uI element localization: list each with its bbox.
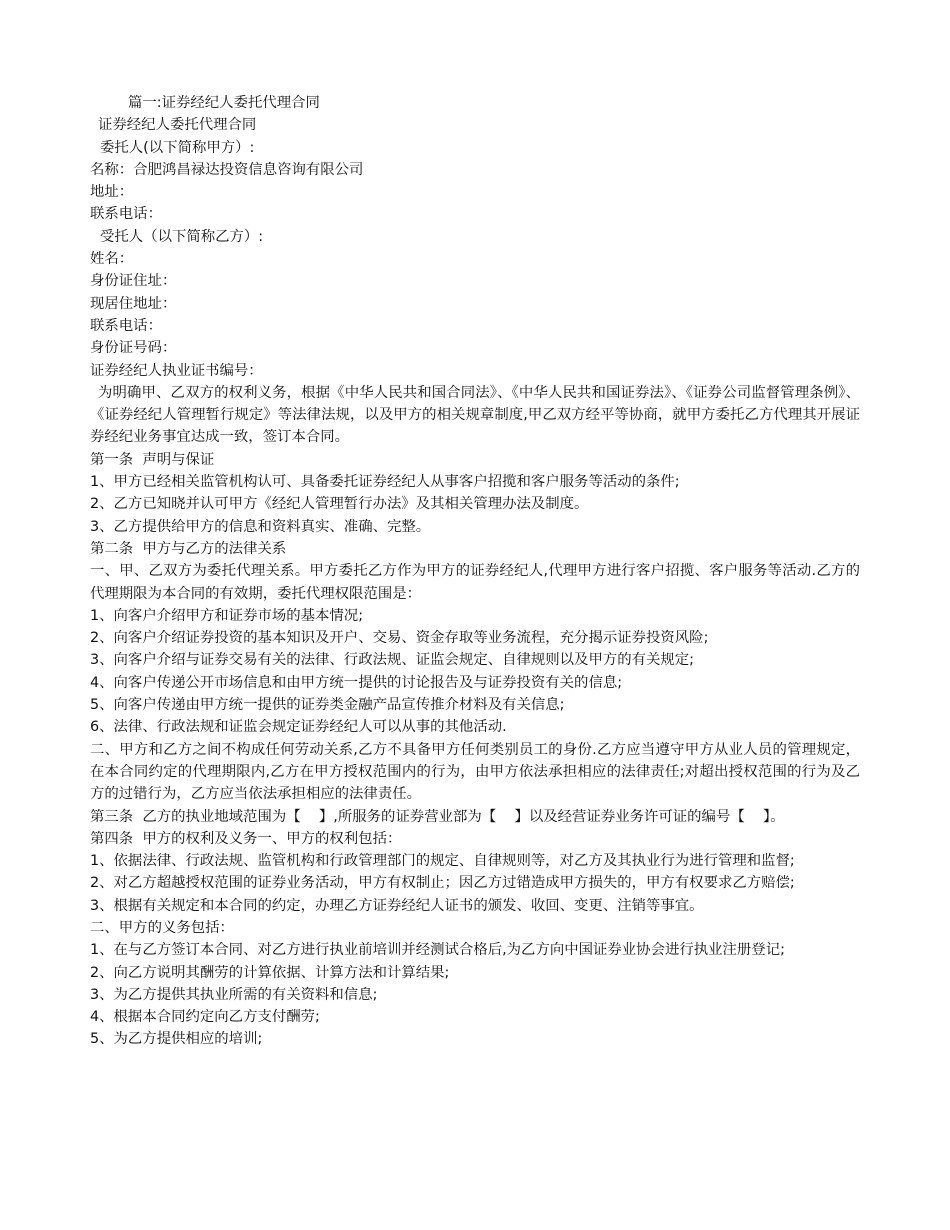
- article-4-duty-3: 3、为乙方提供其执业所需的有关资料和信息;: [90, 986, 378, 1003]
- party-a-address: 地址：: [90, 184, 134, 201]
- party-b-current-address: 现居住地址：: [90, 295, 177, 312]
- article-2-item-6: 6、法律、行政法规和证监会规定证券经纪人可以从事的其他活动.: [90, 719, 507, 736]
- article-2-item-4: 4、向客户传递公开市场信息和由甲方统一提供的讨论报告及与证券投资有关的信息;: [90, 674, 623, 691]
- party-b-id-number: 身份证号码：: [90, 340, 177, 357]
- party-b-cert-number: 证券经纪人执业证书编号：: [90, 362, 263, 379]
- party-b-phone: 联系电话：: [90, 317, 162, 334]
- article-2-paragraph-2: 二、甲方和乙方之间不构成任何劳动关系,乙方不具备甲方任何类别员工的身份.乙方应当遵守甲方从业人员的管理规定，在本合同约定的代理期限内,乙方在甲方授权范围内的行为，由甲方依法承担相应的法律责任;对超出授权范围的行为及乙方的过错行为，乙方应当依法承担相应的法律责任。: [90, 741, 860, 803]
- party-b-id-address: 身份证住址：: [90, 273, 177, 290]
- article-4-duty-5: 5、为乙方提供相应的培训;: [90, 1031, 263, 1048]
- article-2-paragraph-1: 一、甲、乙双方为委托代理关系。甲方委托乙方作为甲方的证券经纪人,代理甲方进行客户招揽、客户服务等活动.乙方的代理期限为本合同的有效期，委托代理权限范围是：: [90, 563, 860, 602]
- article-2-title: 第二条 甲方与乙方的法律关系: [90, 540, 287, 557]
- article-4-right-1: 1、依据法律、行政法规、监管机构和行政管理部门的规定、自律规则等，对乙方及其执业行为进行管理和监督;: [90, 853, 795, 870]
- party-a-label: 委托人(以下简称甲方）:: [100, 139, 255, 156]
- article-2-item-2: 2、向客户介绍证券投资的基本知识及开户、交易、资金存取等业务流程，充分揭示证券投资风险;: [90, 630, 709, 647]
- article-4-duty-2: 2、向乙方说明其酬劳的计算依据、计算方法和计算结果;: [90, 964, 450, 981]
- article-3: 第三条 乙方的执业地域范围为【 】,所服务的证券营业部为【 】以及经营证券业务许可证的编号【 】。: [90, 808, 785, 825]
- article-2-item-1: 1、向客户介绍甲方和证券市场的基本情况;: [90, 607, 364, 624]
- article-1-item-2: 2、乙方已知晓并认可甲方《经纪人管理暂行办法》及其相关管理办法及制度。: [90, 496, 589, 513]
- article-2-item-5: 5、向客户传递由甲方统一提供的证券类金融产品宣传推介材料及有关信息;: [90, 697, 565, 714]
- article-4-duty-1: 1、在与乙方签订本合同、对乙方进行执业前培训并经测试合格后,为乙方向中国证券业协会进行执业注册登记;: [90, 942, 785, 959]
- article-1-item-1: 1、甲方已经相关监管机构认可、具备委托证券经纪人从事客户招揽和客户服务等活动的条件;: [90, 474, 680, 491]
- article-4-duty-title: 二、甲方的义务包括：: [90, 919, 234, 936]
- article-1-title: 第一条 声明与保证: [90, 451, 215, 468]
- contract-title: 证券经纪人委托代理合同: [98, 117, 257, 134]
- article-4-title: 第四条 甲方的权利及义务一、甲方的权利包括：: [90, 830, 402, 847]
- article-4-right-3: 3、根据有关规定和本合同的约定，办理乙方证券经纪人证书的颁发、收回、变更、注销等事宜。: [90, 897, 704, 914]
- article-1-item-3: 3、乙方提供给甲方的信息和资料真实、准确、完整。: [90, 518, 431, 535]
- party-b-label: 受托人（以下简称乙方）:: [100, 228, 264, 245]
- document-heading: 篇一:证券经纪人委托代理合同: [128, 95, 320, 111]
- article-4-right-2: 2、对乙方超越授权范围的证券业务活动，甲方有权制止；因乙方过错造成甲方损失的，甲方有权要求乙方赔偿;: [90, 875, 795, 892]
- party-b-name: 姓名：: [90, 251, 134, 268]
- article-2-item-3: 3、向客户介绍与证券交易有关的法律、行政法规、证监会规定、自律规则以及甲方的有关规定;: [90, 652, 695, 669]
- preamble-paragraph: 为明确甲、乙双方的权利义务，根据《中华人民共和国合同法》、《中华人民共和国证券法》、《证券公司监督管理条例》、《证券经纪人管理暂行规定》等法律法规，以及甲方的相关规章制度,甲乙双方经平等协商，就甲方委托乙方代理其开展证券经纪业务事宜达成一致，签订本合同。: [90, 384, 860, 446]
- party-a-phone: 联系电话：: [90, 206, 162, 223]
- article-4-duty-4: 4、根据本合同约定向乙方支付酬劳;: [90, 1009, 320, 1026]
- party-a-name: 名称：合肥鸿昌禄达投资信息咨询有限公司: [90, 161, 364, 178]
